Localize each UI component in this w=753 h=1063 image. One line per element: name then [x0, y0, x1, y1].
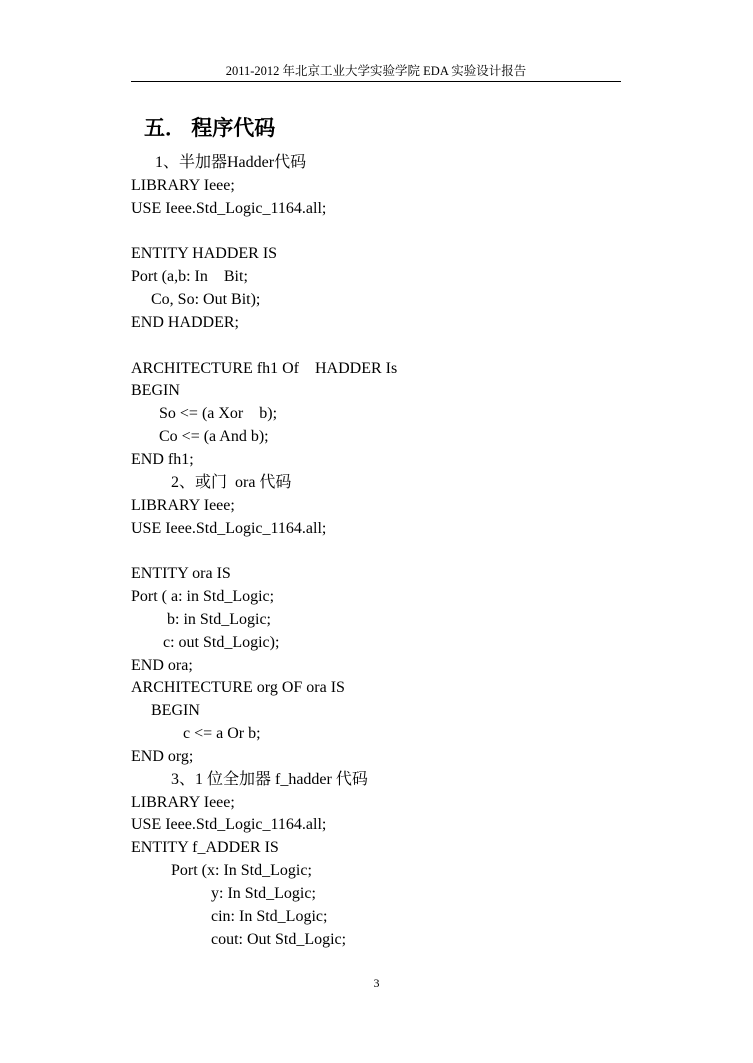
code-line: ENTITY f_ADDER IS: [131, 839, 279, 857]
code-line: LIBRARY Ieee;: [131, 793, 235, 811]
code-line: ARCHITECTURE fh1 Of HADDER Is: [131, 359, 398, 377]
code-line: BEGIN: [131, 382, 180, 400]
code-line: ENTITY HADDER IS: [131, 245, 278, 263]
code-line: ENTITY ora IS: [131, 565, 231, 583]
code-line: ARCHITECTURE org OF ora IS: [131, 679, 345, 697]
code-line: Port ( a: in Std_Logic;: [131, 588, 275, 606]
code-line: c <= a Or b;: [131, 725, 261, 743]
header-divider: [131, 81, 621, 82]
code-line: b: in Std_Logic;: [131, 610, 271, 628]
code-line: BEGIN: [131, 702, 200, 720]
code-line: [131, 540, 397, 563]
code-listing: [131, 152, 397, 952]
code-line: LIBRARY Ieee;: [131, 176, 235, 194]
code-line: cin: In Std_Logic;: [131, 907, 328, 925]
code-line: Co, So: Out Bit);: [131, 291, 261, 309]
code-line: Port (a,b: In Bit;: [131, 268, 248, 286]
section-title: 五． 程序代码: [144, 116, 276, 140]
code-line: 1、半加器Hadder代码: [131, 154, 307, 171]
code-line: USE Ieee.Std_Logic_1164.all;: [131, 816, 327, 834]
code-line: cout: Out Std_Logic;: [131, 930, 347, 948]
code-line: So <= (a Xor b);: [131, 405, 278, 423]
code-line: 2、或门 ora 代码: [131, 473, 292, 491]
code-line: Port (x: In Std_Logic;: [131, 862, 312, 880]
code-line: USE Ieee.Std_Logic_1164.all;: [131, 199, 327, 217]
code-line: [131, 221, 397, 244]
code-line: END org;: [131, 747, 194, 765]
code-line: LIBRARY Ieee;: [131, 496, 235, 514]
page-number: 3: [373, 976, 380, 990]
page-header: 2011-2012 年北京工业大学实验学院 EDA 实验设计报告: [225, 64, 527, 78]
code-line: END fh1;: [131, 450, 194, 468]
code-line: Co <= (a And b);: [131, 428, 269, 446]
code-line: END ora;: [131, 656, 193, 674]
code-line: 3、1 位全加器 f_hadder 代码: [131, 770, 368, 788]
code-line: END HADDER;: [131, 313, 239, 331]
code-line: USE Ieee.Std_Logic_1164.all;: [131, 519, 327, 537]
code-line: y: In Std_Logic;: [131, 885, 316, 902]
code-line: c: out Std_Logic);: [131, 633, 280, 651]
code-line: [131, 335, 397, 358]
